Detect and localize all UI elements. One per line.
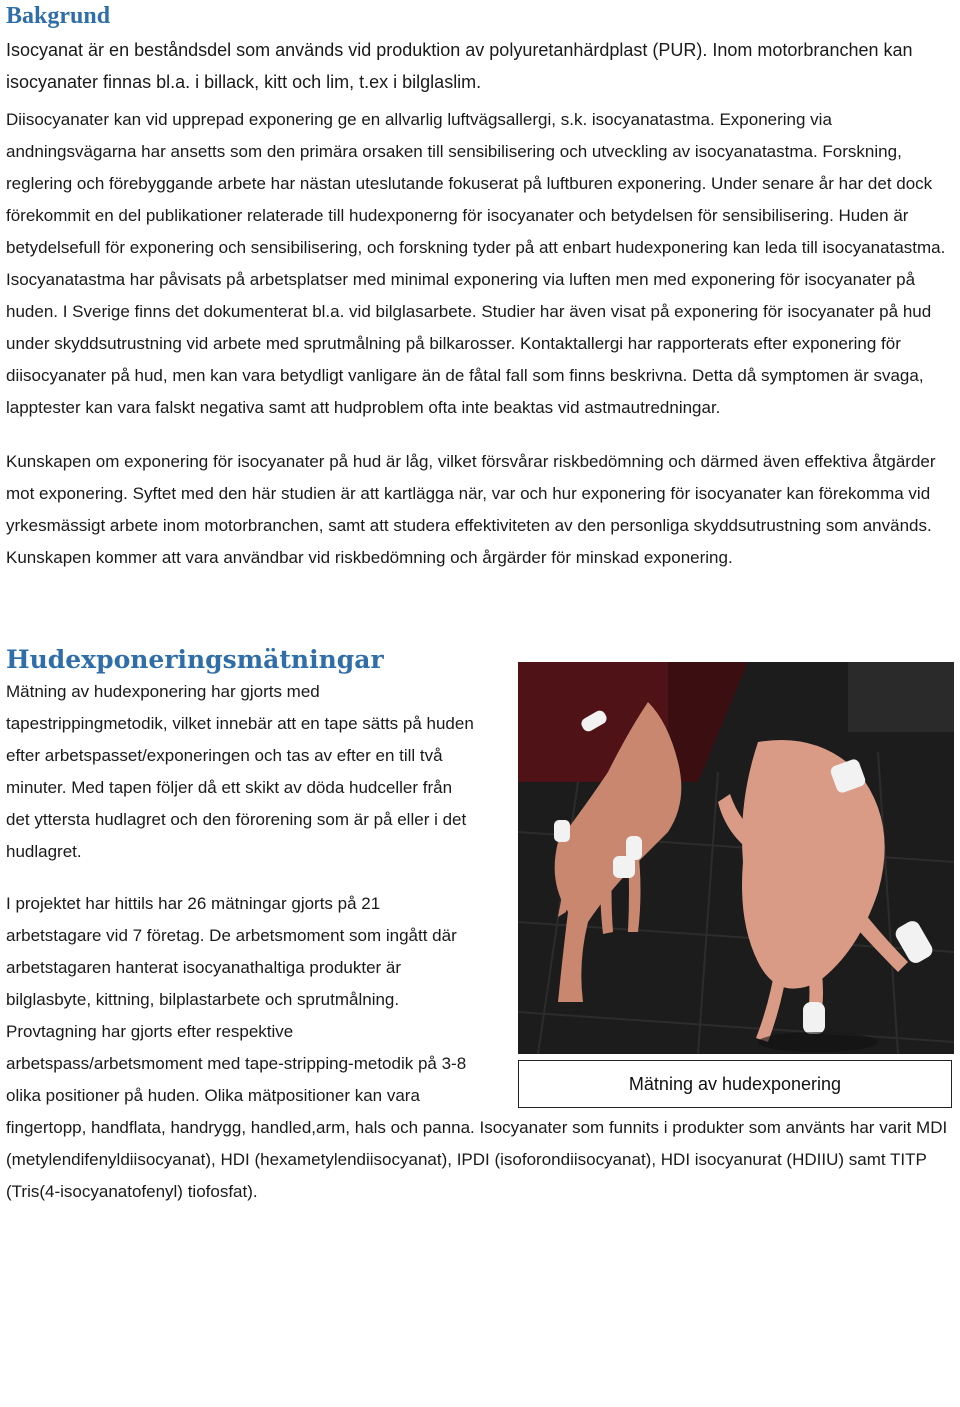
- figure: [518, 662, 954, 1108]
- hands-illustration: [518, 662, 954, 1054]
- background-paragraph-2: Kunskapen om exponering för isocyanater på hud är låg, vilket försvårar riskbedömning och därmed även effektiva åtgärder mot exponering. Syftet med den här studien är att kartlägga när, var och hur exponering för isocyanater kan förekomma vid yrkesmässigt arbete inom motorbranchen, samt att studera effektiviteten av den personliga skyddsutrustning som används. Kunskapen kommer att vara användbar vid riskbedömning och årgärder för minskad exponering.: [6, 452, 936, 567]
- section-heading-bakgrund: Bakgrund: [6, 3, 111, 29]
- hands-with-tape-photo: [518, 662, 954, 1054]
- measurement-paragraph-1: Mätning av hudexponering har gjorts med tapestrippingmetodik, vilket innebär att en tape sätts på huden efter arbetspasset/exponeringen och tas av efter en till två minuter. Med tapen följer då ett skikt av döda hudceller från det yttersta hudlagret och den förorening som är på eller i det hudlagret.: [6, 682, 474, 861]
- measurement-paragraph-2: I projektet har hittils har 26 mätningar gjorts på 21 arbetstagare vid 7 företag. De arbetsmoment som ingått där arbetstagaren hanterat isocyanathaltiga produkter är bilglasbyte, kittning, bilplastarbete och sprutmålning. Provtagning har gjorts efter respektive arbetspass/arbetsmoment med tape-stripping-metodik på 3-8 olika positioner på huden. Olika mätpositioner kan vara fingertopp, handflata, handrygg, handled,arm, hals och panna. Isocyanater som funnits i produkter som använts har varit MDI (metylendifenyldiisocyanat), HDI (hexametylendiisocyanat), IPDI (isoforondiisocyanat), HDI isocyanurat (HDIIU) samt TITP (Tris(4-isocyanatofenyl) tiofosfat).: [6, 894, 948, 1201]
- intro-paragraph: Isocyanat är en beståndsdel som används vid produktion av polyuretanhärdplast (PUR). Inom motorbranchen kan isocyanater finnas bl.a. i billack, kitt och lim, t.ex i bilglaslim.: [6, 40, 913, 92]
- figure-caption: Mätning av hudexponering: [518, 1060, 952, 1108]
- section-heading-hudexponering: Hudexponeringsmätningar: [6, 645, 384, 674]
- background-paragraph-1: Diisocyanater kan vid upprepad exponering ge en allvarlig luftvägsallergi, s.k. isocyanatastma. Exponering via andningsvägarna har ansetts som den primära orsaken till sensibilisering och utveckling av isocyanatastma. Forskning, reglering och förebyggande arbete har nästan uteslutande fokuserat på luftburen exponering. Under senare år har det dock förekommit en del publikationer relaterade till hudexponerng för isocyanater och betydelsen för sensibilisering. Huden är betydelsefull för exponering och sensibilisering, och forskning tyder på att enbart hudexponering kan leda till isocyanatastma. Isocyanatastma har påvisats på arbetsplatser med minimal exponering via luften men med exponering för isocyanater på huden. I Sverige finns det dokumenterat bl.a. vid bilglasarbete. Studier har även visat på exponering för isocyanater på hud under skyddsutrustning vid arbete med sprutmålning på bilkarosser. Kontaktallergi har rapporterats efter exponering för diisocyanater på hud, men kan vara betydligt vanligare än de fåtal fall som finns beskrivna. Detta då symptomen är svaga, lapptester kan vara falskt negativa samt att hudproblem ofta inte beaktas vid astmautredningar.: [6, 110, 946, 417]
- document-page: [6, 0, 954, 1208]
